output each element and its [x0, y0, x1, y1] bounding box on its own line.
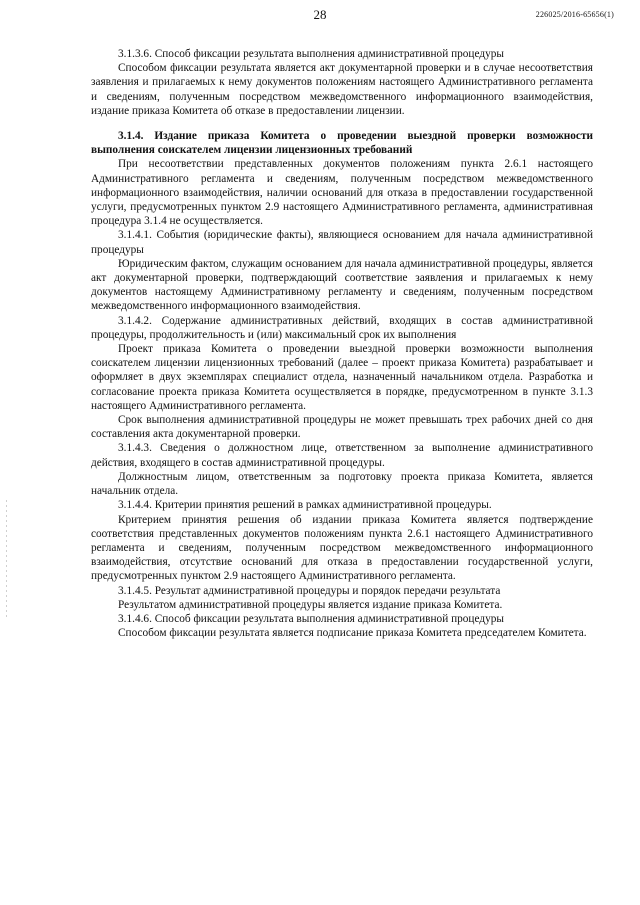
- paragraph-3-1-4-1-text: Юридическим фактом, служащим основанием для начала административной процедуры, является акт документарной проверки, подтверждающий соответствие заявления и прилагаемых к нему документов настоящему Административному регламенту и сведениям, полученным посредством межведомственного информационного взаимодействия.: [91, 257, 593, 313]
- paragraph-3-1-4-intro: При несоответствии представленных документов положениям пункта 2.6.1 настоящего Административного регламента и сведениям, полученным посредством межведомственного информационного взаимодействия, наличии оснований для отказа в предоставлении государственной услуги, предусмотренных пунктом 2.9 настоящего Административного регламента, административная процедура 3.1.4 не осуществляется.: [91, 158, 593, 228]
- document-id: 226025/2016-65656(1): [535, 10, 614, 19]
- paragraph-3-1-4-1-title: 3.1.4.1. События (юридические факты), являющиеся основанием для начала административной процедуры: [91, 229, 593, 256]
- paragraph-3-1-4-5-text: Результатом административной процедуры является издание приказа Комитета.: [118, 598, 503, 611]
- document-body: [91, 47, 593, 640]
- paragraph-3-1-4-4-title: 3.1.4.4. Критерии принятия решений в рамках административной процедуры.: [118, 499, 492, 512]
- paragraph-3-1-4-2-title: 3.1.4.2. Содержание административных действий, входящих в состав административной процедуры, продолжительность и (или) максимальный срок их выполнения: [91, 314, 593, 341]
- paragraph-3-1-3-6-text: Способом фиксации результата является акт документарной проверки и в случае несоответствия заявления и прилагаемых к нему документов положениям настоящего Административного регламента и сведениям, полученным посредством межведомственного информационного взаимодействия, издание приказа Комитета об отказе в предоставлении лицензии.: [91, 62, 593, 117]
- paragraph-3-1-4-4-text: Критерием принятия решения об издании приказа Комитета является подтверждение соответствия представленных документов положениям пункта 2.6.1 настоящего Административного регламента и сведениям, полученным посредством межведомственного информационного взаимодействия, отсутствие оснований для отказа в предоставлении государственной услуги, предусмотренных пунктом 2.9 настоящего Административного регламента.: [91, 513, 593, 583]
- page-number: 28: [313, 7, 327, 22]
- section-heading-3-1-4: 3.1.4. Издание приказа Комитета о проведении выездной проверки возможности выполнения соискателем лицензии лицензионных требований: [91, 130, 593, 157]
- paragraph-3-1-4-2-deadline: Срок выполнения административной процедуры не может превышать трех рабочих дней со дня составления акта документарной проверки.: [91, 414, 593, 441]
- paragraph-3-1-4-6-title: 3.1.4.6. Способ фиксации результата выполнения административной процедуры: [118, 612, 504, 625]
- paragraph-3-1-4-3-text: Должностным лицом, ответственным за подготовку проекта приказа Комитета, является начальник отдела.: [91, 470, 593, 498]
- paragraph-3-1-4-6-text: Способом фиксации результата является подписание приказа Комитета председателем Комитета.: [118, 627, 587, 640]
- scan-edge-mark: [6, 500, 7, 620]
- paragraph-3-1-4-2-text: Проект приказа Комитета о проведении выездной проверки возможности выполнения соискателем лицензии лицензионных требований (далее – проект приказа Комитета) разрабатывает и оформляет в двух экземплярах специалист отдела, назначенный начальником отдела. Разработка и согласование проекта приказа Комитета осуществляется в порядке, предусмотренном в пункте 3.1.3 настоящего Административного регламента.: [91, 343, 593, 412]
- paragraph-3-1-4-5-title: 3.1.4.5. Результат административной процедуры и порядок передачи результата: [118, 584, 501, 597]
- paragraph-3-1-4-3-title: 3.1.4.3. Сведения о должностном лице, ответственном за выполнение административного действия, входящего в состав административной процедуры.: [91, 442, 593, 469]
- paragraph-3-1-3-6-title: 3.1.3.6. Способ фиксации результата выполнения административной процедуры: [118, 48, 504, 60]
